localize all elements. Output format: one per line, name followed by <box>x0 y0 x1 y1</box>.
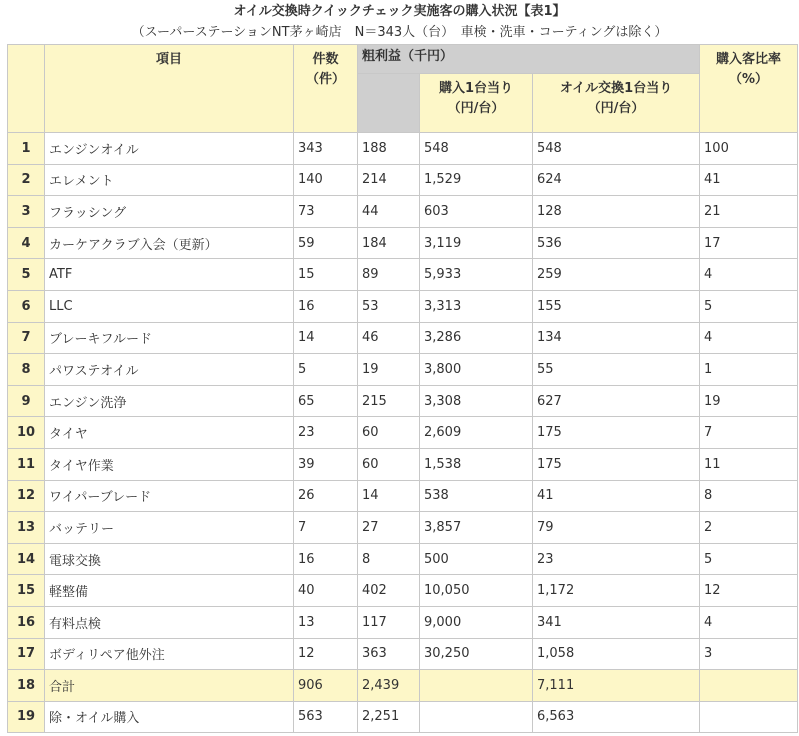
per-purchase-cell: 9,000 <box>420 606 533 638</box>
table-row <box>8 354 798 386</box>
item-name: タイヤ作業 <box>45 448 294 480</box>
gross-profit-cell: 27 <box>358 512 420 544</box>
table-row <box>8 512 798 544</box>
header-per-purchase: 購入1台当り （円/台） <box>420 74 533 133</box>
per-purchase-cell: 3,313 <box>420 290 533 322</box>
header-no <box>8 45 45 133</box>
purchase-rate-cell: 5 <box>700 543 798 575</box>
per-oil-change-cell: 7,111 <box>533 670 700 702</box>
per-purchase-cell: 3,800 <box>420 354 533 386</box>
per-oil-change-cell: 1,058 <box>533 638 700 670</box>
item-name: フラッシング <box>45 196 294 228</box>
per-oil-change-cell: 627 <box>533 385 700 417</box>
table-row <box>8 543 798 575</box>
gross-profit-cell: 53 <box>358 290 420 322</box>
table-row <box>8 133 798 165</box>
per-purchase-cell: 3,857 <box>420 512 533 544</box>
count-cell: 7 <box>294 512 358 544</box>
table-row <box>8 417 798 449</box>
count-cell: 65 <box>294 385 358 417</box>
count-cell: 906 <box>294 670 358 702</box>
header-gross-profit: 粗利益（千円） <box>358 45 700 74</box>
count-cell: 39 <box>294 448 358 480</box>
item-name: バッテリー <box>45 512 294 544</box>
gross-profit-cell: 60 <box>358 448 420 480</box>
item-name: 電球交換 <box>45 543 294 575</box>
table-row <box>8 638 798 670</box>
item-name: ボディリペア他外注 <box>45 638 294 670</box>
per-purchase-cell: 5,933 <box>420 259 533 291</box>
row-number: 12 <box>8 480 45 512</box>
header-row-1 <box>8 45 798 74</box>
row-number: 8 <box>8 354 45 386</box>
row-number: 7 <box>8 322 45 354</box>
purchase-rate-cell: 4 <box>700 259 798 291</box>
row-number: 10 <box>8 417 45 449</box>
per-purchase-cell: 500 <box>420 543 533 575</box>
count-cell: 5 <box>294 354 358 386</box>
purchase-rate-cell: 19 <box>700 385 798 417</box>
per-purchase-cell: 538 <box>420 480 533 512</box>
per-oil-change-cell: 1,172 <box>533 575 700 607</box>
count-cell: 16 <box>294 290 358 322</box>
per-oil-change-cell: 128 <box>533 196 700 228</box>
per-oil-change-cell: 134 <box>533 322 700 354</box>
per-purchase-cell: 548 <box>420 133 533 165</box>
gross-profit-cell: 402 <box>358 575 420 607</box>
header-per-oil-change: オイル交換1台当り （円/台） <box>533 74 700 133</box>
gross-profit-cell: 215 <box>358 385 420 417</box>
row-number: 14 <box>8 543 45 575</box>
item-name: パワステオイル <box>45 354 294 386</box>
item-name: エンジン洗浄 <box>45 385 294 417</box>
gross-profit-cell: 19 <box>358 354 420 386</box>
per-purchase-cell: 3,286 <box>420 322 533 354</box>
item-name: ブレーキフルード <box>45 322 294 354</box>
item-name: 軽整備 <box>45 575 294 607</box>
gross-profit-cell: 8 <box>358 543 420 575</box>
table-row <box>8 448 798 480</box>
row-number: 1 <box>8 133 45 165</box>
per-purchase-cell: 1,538 <box>420 448 533 480</box>
count-cell: 14 <box>294 322 358 354</box>
per-oil-change-cell: 536 <box>533 227 700 259</box>
table-row <box>8 259 798 291</box>
gross-profit-cell: 14 <box>358 480 420 512</box>
row-number: 2 <box>8 164 45 196</box>
item-name: LLC <box>45 290 294 322</box>
purchase-rate-cell: 4 <box>700 606 798 638</box>
table-row <box>8 606 798 638</box>
gross-profit-cell: 184 <box>358 227 420 259</box>
purchase-rate-cell: 41 <box>700 164 798 196</box>
purchase-rate-cell: 8 <box>700 480 798 512</box>
count-cell: 563 <box>294 701 358 733</box>
per-oil-change-cell: 79 <box>533 512 700 544</box>
count-cell: 40 <box>294 575 358 607</box>
table-row <box>8 196 798 228</box>
per-oil-change-cell: 548 <box>533 133 700 165</box>
table-body <box>8 45 798 733</box>
row-number: 5 <box>8 259 45 291</box>
count-cell: 23 <box>294 417 358 449</box>
item-name: タイヤ <box>45 417 294 449</box>
table-title: オイル交換時クイックチェック実施客の購入状況【表1】 <box>233 4 566 19</box>
per-purchase-cell: 1,529 <box>420 164 533 196</box>
count-cell: 73 <box>294 196 358 228</box>
per-purchase-cell: 30,250 <box>420 638 533 670</box>
header-count: 件数 （件） <box>294 45 358 133</box>
per-oil-change-cell: 624 <box>533 164 700 196</box>
table-row <box>8 575 798 607</box>
gross-profit-cell: 117 <box>358 606 420 638</box>
purchase-rate-cell: 5 <box>700 290 798 322</box>
row-number: 6 <box>8 290 45 322</box>
per-purchase-cell: 3,119 <box>420 227 533 259</box>
item-name: ATF <box>45 259 294 291</box>
count-cell: 16 <box>294 543 358 575</box>
table-row <box>8 322 798 354</box>
header-gross-profit-total <box>358 74 420 133</box>
count-cell: 26 <box>294 480 358 512</box>
gross-profit-cell: 89 <box>358 259 420 291</box>
gross-profit-cell: 188 <box>358 133 420 165</box>
gross-profit-cell: 46 <box>358 322 420 354</box>
table-row <box>8 670 798 702</box>
purchase-rate-cell: 2 <box>700 512 798 544</box>
purchase-rate-cell: 4 <box>700 322 798 354</box>
table-subtitle: （スーパーステーションNT茅ヶ崎店 N＝343人（台） 車検・洗車・コーティングは除く） <box>131 25 668 40</box>
row-number: 18 <box>8 670 45 702</box>
row-number: 16 <box>8 606 45 638</box>
row-number: 19 <box>8 701 45 733</box>
per-oil-change-cell: 341 <box>533 606 700 638</box>
gross-profit-cell: 2,439 <box>358 670 420 702</box>
purchase-status-table <box>7 44 798 733</box>
table-row <box>8 227 798 259</box>
per-purchase-cell <box>420 701 533 733</box>
per-purchase-cell: 10,050 <box>420 575 533 607</box>
item-name: ワイパーブレード <box>45 480 294 512</box>
item-name: 有料点検 <box>45 606 294 638</box>
header-item: 項目 <box>45 45 294 133</box>
purchase-rate-cell <box>700 670 798 702</box>
purchase-rate-cell: 21 <box>700 196 798 228</box>
gross-profit-cell: 214 <box>358 164 420 196</box>
row-number: 17 <box>8 638 45 670</box>
per-oil-change-cell: 155 <box>533 290 700 322</box>
purchase-rate-cell: 12 <box>700 575 798 607</box>
purchase-rate-cell <box>700 701 798 733</box>
row-number: 3 <box>8 196 45 228</box>
count-cell: 13 <box>294 606 358 638</box>
header-purchase-rate: 購入客比率 （%） <box>700 45 798 133</box>
gross-profit-cell: 2,251 <box>358 701 420 733</box>
row-number: 9 <box>8 385 45 417</box>
item-name: エレメント <box>45 164 294 196</box>
purchase-rate-cell: 3 <box>700 638 798 670</box>
per-purchase-cell <box>420 670 533 702</box>
table-row <box>8 290 798 322</box>
purchase-rate-cell: 11 <box>700 448 798 480</box>
purchase-rate-cell: 1 <box>700 354 798 386</box>
per-oil-change-cell: 175 <box>533 417 700 449</box>
per-oil-change-cell: 55 <box>533 354 700 386</box>
count-cell: 343 <box>294 133 358 165</box>
count-cell: 12 <box>294 638 358 670</box>
gross-profit-cell: 60 <box>358 417 420 449</box>
row-number: 11 <box>8 448 45 480</box>
table-row <box>8 385 798 417</box>
per-purchase-cell: 2,609 <box>420 417 533 449</box>
per-oil-change-cell: 41 <box>533 480 700 512</box>
purchase-rate-cell: 100 <box>700 133 798 165</box>
gross-profit-cell: 44 <box>358 196 420 228</box>
per-oil-change-cell: 175 <box>533 448 700 480</box>
per-purchase-cell: 3,308 <box>420 385 533 417</box>
table-row <box>8 164 798 196</box>
count-cell: 59 <box>294 227 358 259</box>
row-number: 15 <box>8 575 45 607</box>
row-number: 13 <box>8 512 45 544</box>
per-oil-change-cell: 6,563 <box>533 701 700 733</box>
table-row <box>8 480 798 512</box>
item-name: 除・オイル購入 <box>45 701 294 733</box>
count-cell: 15 <box>294 259 358 291</box>
purchase-rate-cell: 17 <box>700 227 798 259</box>
item-name: 合計 <box>45 670 294 702</box>
per-purchase-cell: 603 <box>420 196 533 228</box>
row-number: 4 <box>8 227 45 259</box>
per-oil-change-cell: 259 <box>533 259 700 291</box>
gross-profit-cell: 363 <box>358 638 420 670</box>
table-row <box>8 701 798 733</box>
item-name: カーケアクラブ入会（更新） <box>45 227 294 259</box>
per-oil-change-cell: 23 <box>533 543 700 575</box>
purchase-rate-cell: 7 <box>700 417 798 449</box>
item-name: エンジンオイル <box>45 133 294 165</box>
count-cell: 140 <box>294 164 358 196</box>
